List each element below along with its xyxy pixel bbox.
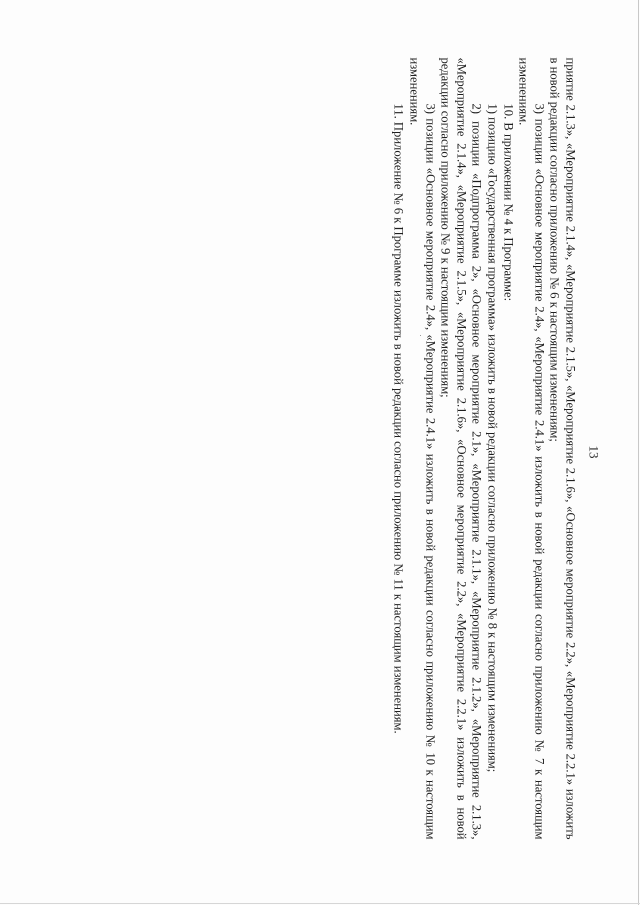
paragraph: 3) позиции «Основное мероприятие 2.4», «Мероприятие 2.4.1» изложить в новой редакции согласно приложению № 7 к настоящим изменениям. [516, 57, 547, 840]
paragraph: 1) позицию «Государственная программа» изложить в новой редакции согласно приложению № 8 к настоящим изменениям; [485, 103, 500, 773]
paragraph: 11. Приложение № 6 к Программе изложить в новой редакции согласно приложению № 11 к настоящим изменениям. [391, 103, 406, 734]
paragraph: 10. В приложении № 4 к Программе: [501, 103, 516, 302]
paragraph: 2) позиции «Подпрограмма 2», «Основное мероприятие 2.1», «Мероприятие 2.1.1», «Мероприятие 2.1.2», «Мероприятие 2.1.3», «Мероприятие 2.1.4», «Мероприятие 2.1.5», «Мероприятие 2.1.6», «Основное мероприятие 2.2», «Мероприятие 2.2.1» изложить в новой редакции согласно приложению № 9 к настоящим изменениям; [438, 57, 484, 840]
paragraph: 3) позиции «Основное мероприятие 2.4», «Мероприятие 2.4.1» изложить в новой редакции согласно приложению № 10 к настоящим изменениям. [407, 57, 438, 840]
scan-edge-right [638, 0, 639, 905]
page-number: 13 [586, 445, 602, 459]
document-body [390, 58, 577, 840]
paragraph: приятие 2.1.3», «Мероприятие 2.1.4», «Мероприятие 2.1.5», «Мероприятие 2.1.6», «Основное мероприятие 2.2», «Мероприятие 2.2.1» изложить в новой редакции согласно приложению № 6 к настоящим изменениям; [547, 57, 578, 840]
